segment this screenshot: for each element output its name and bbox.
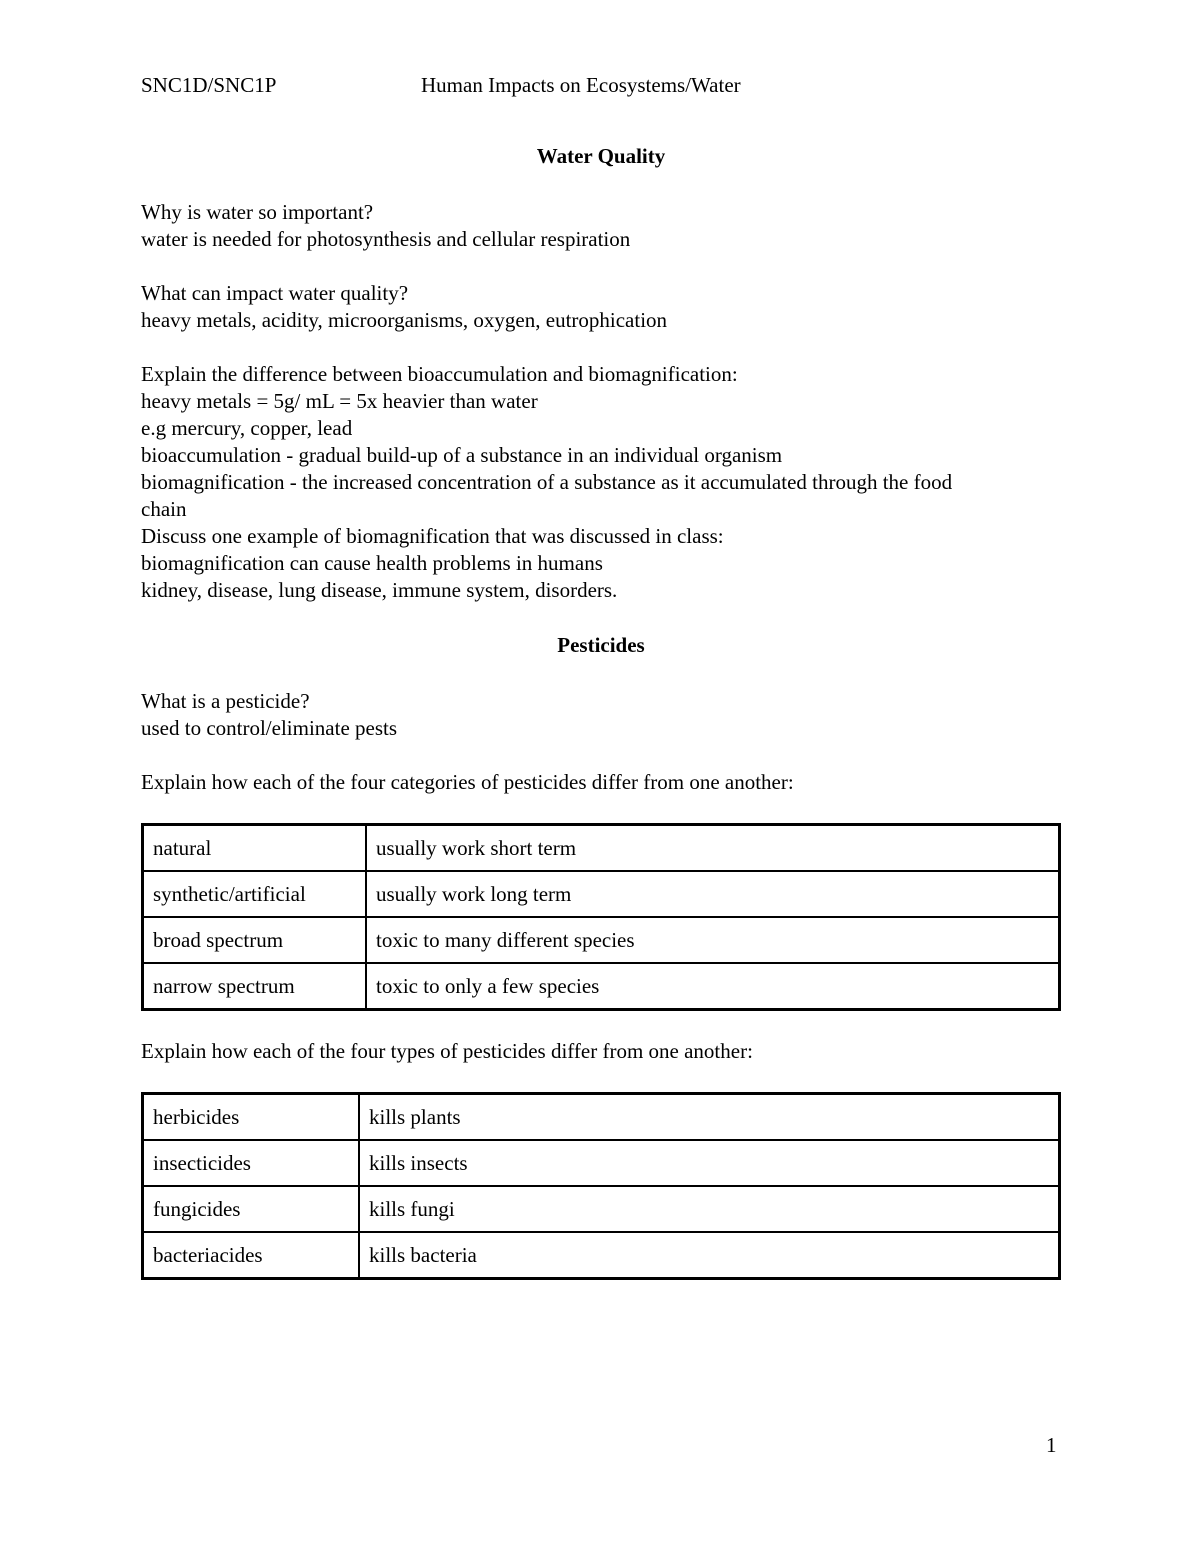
type-name: bacteriacides <box>143 1232 360 1279</box>
spacer <box>141 796 1061 823</box>
page-header <box>141 72 1061 99</box>
table-row <box>143 871 1060 917</box>
pesticide-categories-question: Explain how each of the four categories of pesticides differ from one another: <box>141 770 794 794</box>
spacer <box>141 334 1061 361</box>
table-row <box>143 1232 1060 1279</box>
table-row <box>143 963 1060 1010</box>
bioaccumulation-question: Explain the difference between bioaccumulation and biomagnification: <box>141 362 738 386</box>
spacer <box>141 742 1061 769</box>
unit-title: Human Impacts on Ecosystems/Water <box>421 73 741 97</box>
spacer <box>141 604 1061 631</box>
table-row <box>143 1140 1060 1186</box>
category-description: toxic to many different species <box>366 917 1060 963</box>
type-description: kills insects <box>359 1140 1060 1186</box>
category-description: usually work short term <box>366 825 1060 872</box>
page-number: 1 <box>1046 1433 1057 1457</box>
water-quality-heading: Water Quality <box>536 144 666 168</box>
spacer <box>141 170 1061 197</box>
type-name: herbicides <box>143 1094 360 1141</box>
category-name: synthetic/artificial <box>143 871 367 917</box>
document-body <box>141 143 1061 1280</box>
bioaccumulation-answer-line: biomagnification - the increased concentration of a substance as it accumulated through the food <box>141 470 953 494</box>
pesticide-definition-question: What is a pesticide? <box>141 689 310 713</box>
bioaccumulation-answer-line: bioaccumulation - gradual build-up of a substance in an individual organism <box>141 443 783 467</box>
type-name: fungicides <box>143 1186 360 1232</box>
category-name: natural <box>143 825 367 872</box>
type-description: kills bacteria <box>359 1232 1060 1279</box>
water-importance-question: Why is water so important? <box>141 200 374 224</box>
table-row <box>143 1094 1060 1141</box>
type-description: kills plants <box>359 1094 1060 1141</box>
pesticide-types-question: Explain how each of the four types of pesticides differ from one another: <box>141 1039 753 1063</box>
spacer <box>141 1065 1061 1092</box>
biomagnification-example-answer-line: kidney, disease, lung disease, immune system, disorders. <box>141 578 618 602</box>
spacer <box>141 253 1061 280</box>
spacer <box>141 659 1061 686</box>
bioaccumulation-answer-line: e.g mercury, copper, lead <box>141 416 353 440</box>
biomagnification-example-answer-line: biomagnification can cause health problems in humans <box>141 551 603 575</box>
type-name: insecticides <box>143 1140 360 1186</box>
category-name: narrow spectrum <box>143 963 367 1010</box>
category-description: usually work long term <box>366 871 1060 917</box>
spacer <box>141 1011 1061 1038</box>
category-description: toxic to only a few species <box>366 963 1060 1010</box>
biomagnification-example-question: Discuss one example of biomagnification that was discussed in class: <box>141 524 724 548</box>
water-impact-answer: heavy metals, acidity, microorganisms, oxygen, eutrophication <box>141 308 668 332</box>
bioaccumulation-answer-line: heavy metals = 5g/ mL = 5x heavier than water <box>141 389 538 413</box>
table-row <box>143 825 1060 872</box>
water-impact-question: What can impact water quality? <box>141 281 409 305</box>
pesticide-categories-table <box>141 823 1061 1011</box>
course-code: SNC1D/SNC1P <box>141 73 277 97</box>
pesticides-heading: Pesticides <box>557 633 645 657</box>
pesticide-definition-answer: used to control/eliminate pests <box>141 716 398 740</box>
table-row <box>143 917 1060 963</box>
table-row <box>143 1186 1060 1232</box>
bioaccumulation-answer-line: chain <box>141 497 187 521</box>
pesticide-types-table <box>141 1092 1061 1280</box>
category-name: broad spectrum <box>143 917 367 963</box>
water-importance-answer: water is needed for photosynthesis and cellular respiration <box>141 227 631 251</box>
type-description: kills fungi <box>359 1186 1060 1232</box>
